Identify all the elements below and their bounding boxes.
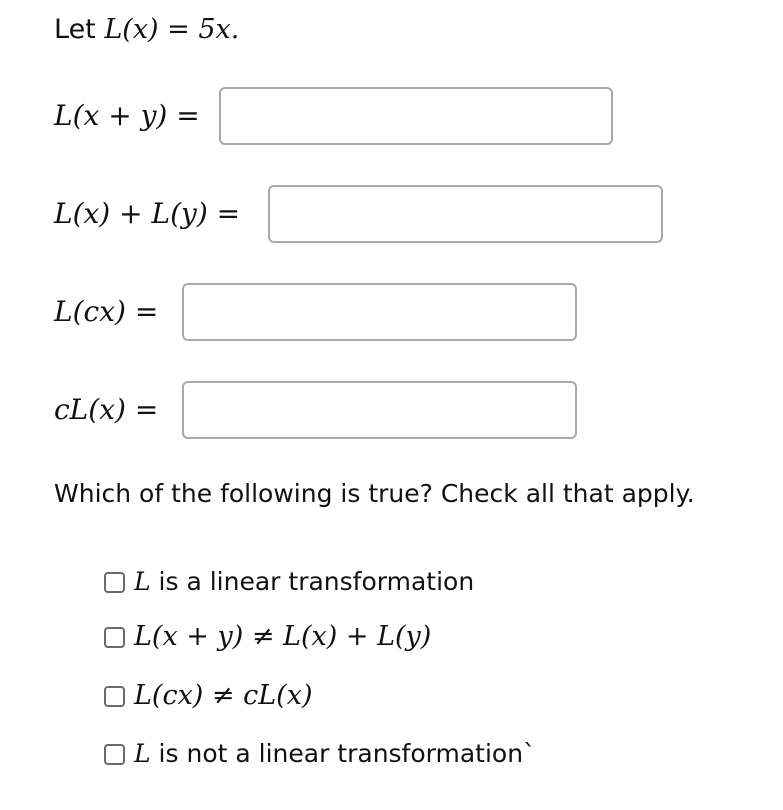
option-text: is not a linear transformation` — [150, 739, 536, 768]
checkbox[interactable] — [104, 627, 125, 648]
field-label-c-lx: cL(x) = — [54, 393, 159, 426]
option-math: L — [134, 567, 151, 596]
intro-prefix: Let — [54, 14, 105, 45]
option-label — [134, 736, 536, 772]
option-homogeneity-fails[interactable] — [104, 676, 312, 716]
answer-input-l-cx[interactable] — [182, 283, 577, 341]
problem-statement — [54, 12, 239, 48]
checkbox[interactable] — [104, 686, 125, 707]
option-linear-transformation[interactable] — [104, 562, 474, 602]
option-math: L(x + y) ≠ L(x) + L(y) — [134, 621, 432, 652]
option-additivity-fails[interactable] — [104, 617, 431, 657]
intro-math: L(x) = 5x. — [104, 14, 240, 45]
checkbox[interactable] — [104, 572, 125, 593]
answer-input-l-x-plus-y[interactable] — [219, 87, 613, 145]
answer-input-c-lx[interactable] — [182, 381, 577, 439]
option-text: is a linear transformation — [150, 567, 475, 596]
answer-input-lx-plus-ly[interactable] — [268, 185, 663, 243]
field-label-lx-plus-ly: L(x) + L(y) = — [54, 197, 241, 230]
field-label-l-x-plus-y: L(x + y) = — [54, 99, 200, 132]
option-math: L(cx) ≠ cL(x) — [134, 680, 313, 711]
question-text: Which of the following is true? Check all that apply. — [54, 479, 695, 508]
option-not-linear-transformation[interactable] — [104, 734, 536, 774]
field-label-l-cx: L(cx) = — [54, 295, 159, 328]
option-label — [134, 564, 474, 600]
checkbox[interactable] — [104, 744, 125, 765]
option-math: L — [134, 739, 151, 768]
